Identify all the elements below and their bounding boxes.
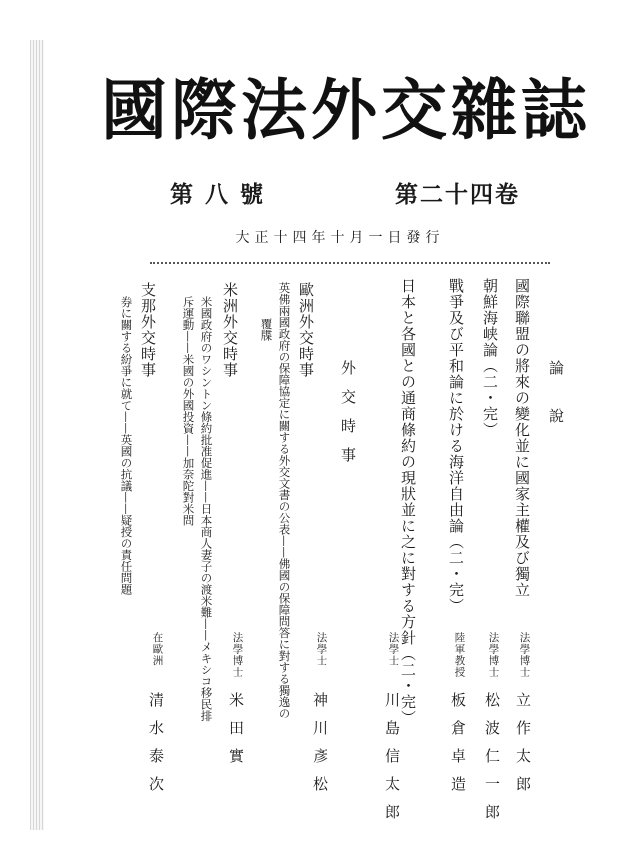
group-items: 英佛兩國政府の保障協定に關する外交文書の公表——佛國の保障問答に對する獨逸の: [277, 282, 292, 719]
group-items-continued: 斥運動——米國の外國投資——加奈陀對米問: [181, 296, 196, 526]
article-title: 國際聯盟の將來の變化並に國家主權及び獨立: [513, 278, 531, 598]
article-author-title: 法學士: [387, 632, 400, 667]
group-author-title: 法學士: [315, 632, 328, 667]
journal-title: 國際法外交雜誌: [101, 70, 591, 149]
article-title: 戰爭及び平和論に於ける海洋自由論（二・完）: [447, 278, 465, 614]
article-author-title: 法學博士: [518, 632, 531, 678]
article-author-name: 川島信太郎: [383, 692, 401, 832]
group-author-title: 法學博士: [231, 632, 244, 678]
volume-issue-line: [170, 176, 520, 209]
section-heading-gaiko-jiji: 外交時事: [339, 360, 357, 476]
article-author-name: 松波仁一郎: [483, 692, 501, 832]
dotted-divider: [150, 262, 550, 264]
article-title: 朝鮮海峡論（二・完）: [481, 278, 499, 438]
article-author-title: 陸軍教授: [453, 632, 466, 678]
group-items-continued: 覆牒: [259, 318, 274, 341]
article-title: 日本と各國との通商條約の現狀並に之に對する方針（二・完）: [399, 278, 417, 726]
article-author-name: 板倉卓造: [449, 692, 467, 804]
spine-binding-shadow: [30, 40, 44, 830]
section-heading-ronsetsu: 論 說: [547, 360, 565, 437]
group-author-title: 在歐洲: [151, 632, 164, 667]
volume-number: 第二十四卷: [395, 181, 520, 208]
issue-number: 第 八 號: [170, 181, 266, 208]
group-items: 米國政府のワシントン條約批准促進——日本商人妻子の渡米難——メキシコ移民排: [199, 296, 214, 722]
group-title: 米洲外交時事: [221, 282, 239, 378]
article-author-name: 立作太郎: [514, 692, 532, 804]
group-items: 券に關する紛爭に就て——英國の抗議——疑授の責任問題: [119, 296, 134, 595]
issue-date: 大正十四年十月一日發行: [235, 230, 445, 246]
group-title: 支那外交時事: [139, 282, 157, 378]
group-author-name: 米田實: [227, 692, 245, 776]
article-author-title: 法學博士: [487, 632, 500, 678]
group-author-name: 神川彥松: [311, 692, 329, 804]
group-author-name: 清水泰次: [147, 692, 165, 804]
group-title: 歐洲外交時事: [297, 282, 315, 378]
